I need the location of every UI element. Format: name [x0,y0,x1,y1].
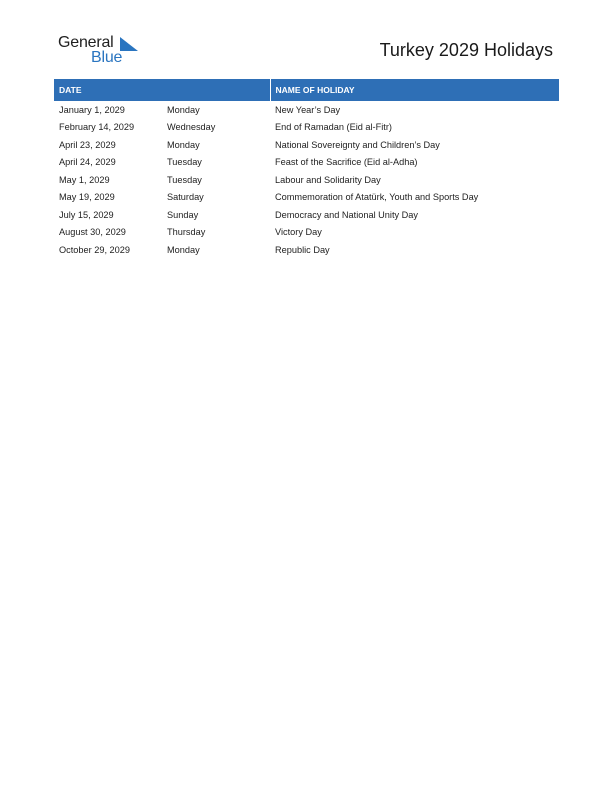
holiday-name: New Year’s Day [275,105,341,116]
holiday-name: Commemoration of Atatürk, Youth and Sports Day [275,192,479,203]
logo [58,34,148,68]
logo-text-general: General [58,34,114,51]
column-header-holiday: NAME OF HOLIDAY [270,79,559,101]
table-row [54,224,559,242]
holiday-weekday: Tuesday [167,174,202,185]
holiday-date: February 14, 2029 [59,122,135,133]
holiday-weekday: Wednesday [167,122,216,133]
table-row [54,154,559,172]
holiday-weekday: Sunday [167,209,199,220]
table-row [54,136,559,154]
holiday-date: April 23, 2029 [59,139,116,150]
holiday-date: August 30, 2029 [59,227,126,238]
holiday-weekday: Monday [167,139,200,150]
holiday-weekday: Monday [167,244,200,255]
logo-triangle-icon [120,37,138,51]
holiday-weekday: Saturday [167,192,204,203]
holiday-name: Feast of the Sacrifice (Eid al-Adha) [275,157,418,168]
table-body [54,101,559,259]
table-row [54,171,559,189]
holiday-weekday: Thursday [167,227,206,238]
table-row [54,189,559,207]
holiday-name: Victory Day [275,227,322,238]
table-row [54,101,559,119]
holiday-name: End of Ramadan (Eid al-Fitr) [275,122,392,133]
holiday-name: Labour and Solidarity Day [275,174,381,185]
holiday-weekday: Tuesday [167,157,202,168]
page-title: Turkey 2029 Holidays [379,40,553,60]
holiday-table [54,79,559,259]
holiday-date: May 1, 2029 [59,174,110,185]
holiday-name: National Sovereignty and Children’s Day [275,139,440,150]
holiday-date: October 29, 2029 [59,244,130,255]
column-header-date: DATE [54,79,270,101]
table-header-row [54,79,559,101]
holiday-date: April 24, 2029 [59,157,116,168]
logo-text-blue: Blue [91,49,123,66]
holiday-weekday: Monday [167,105,200,116]
table-row [54,119,559,137]
table-row [54,241,559,259]
holiday-name: Republic Day [275,244,330,255]
holiday-date: January 1, 2029 [59,105,125,116]
holiday-date: July 15, 2029 [59,209,114,220]
holiday-date: May 19, 2029 [59,192,115,203]
holiday-name: Democracy and National Unity Day [275,209,418,220]
table-row [54,206,559,224]
